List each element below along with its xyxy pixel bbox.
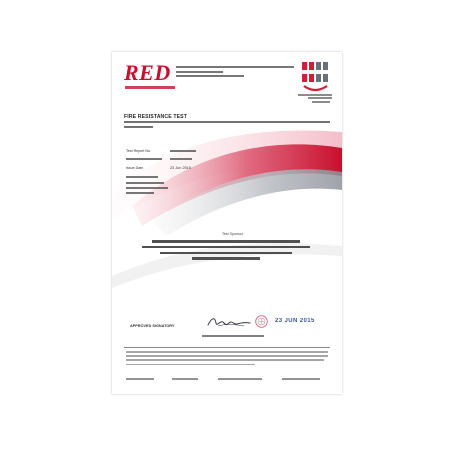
lab-address	[126, 182, 168, 196]
footer-line	[126, 351, 328, 353]
lab-address-line	[126, 187, 168, 189]
date-stamp: 23 JUN 2015	[275, 318, 315, 324]
page-number	[312, 101, 330, 104]
sponsor-address-line	[152, 240, 300, 243]
footer-disclaimer	[126, 351, 328, 368]
red-logo	[124, 62, 174, 94]
footer-contact	[126, 378, 328, 382]
hkas-emblem-icon	[300, 61, 330, 95]
footer-line	[126, 355, 328, 357]
certificate-number-value	[170, 158, 192, 160]
letterhead-line	[176, 75, 244, 77]
testing-location-label	[126, 176, 158, 178]
logo-mark: RED	[124, 60, 171, 85]
footer-line	[126, 364, 255, 366]
emblem-caption	[298, 94, 332, 101]
footer-email	[218, 378, 262, 380]
signatory-name	[202, 335, 264, 337]
footer-divider	[124, 347, 330, 348]
letterhead-text	[176, 66, 294, 80]
company-seal-icon	[255, 315, 268, 328]
letterhead-line	[176, 71, 223, 73]
subtitle-line	[124, 121, 330, 123]
sponsor-address-line	[160, 252, 291, 255]
page-number-line	[312, 101, 330, 103]
certificate-number-label	[126, 158, 162, 160]
lab-address-line	[126, 192, 154, 194]
lab-address-line	[126, 182, 164, 184]
issue-date-value: 23 Jun 2015	[170, 166, 191, 170]
sponsor-address-line	[192, 257, 259, 260]
report-number-label: Test Report No.	[126, 149, 151, 153]
issue-date-label: Issue Date	[126, 166, 144, 170]
footer-website	[282, 378, 320, 380]
signatory-name-line	[202, 335, 264, 337]
sponsor-label: Test Sponsor	[222, 232, 243, 236]
approved-signatory-label: APPROVED SIGNATORY	[130, 324, 175, 328]
sponsor-address	[142, 240, 310, 263]
report-number-value	[170, 150, 196, 152]
emblem-caption-line	[298, 94, 332, 96]
sponsor-address-line	[142, 246, 310, 249]
handwritten-signature-icon	[204, 314, 254, 330]
letterhead-line	[176, 66, 294, 68]
footer-fax	[172, 378, 198, 380]
logo-tagline	[125, 86, 175, 89]
footer-phone	[126, 378, 154, 380]
footer-line	[126, 359, 324, 361]
emblem-caption-line	[308, 97, 332, 99]
report-title: FIRE RESISTANCE TEST	[124, 114, 188, 120]
certificate-page	[112, 52, 342, 394]
